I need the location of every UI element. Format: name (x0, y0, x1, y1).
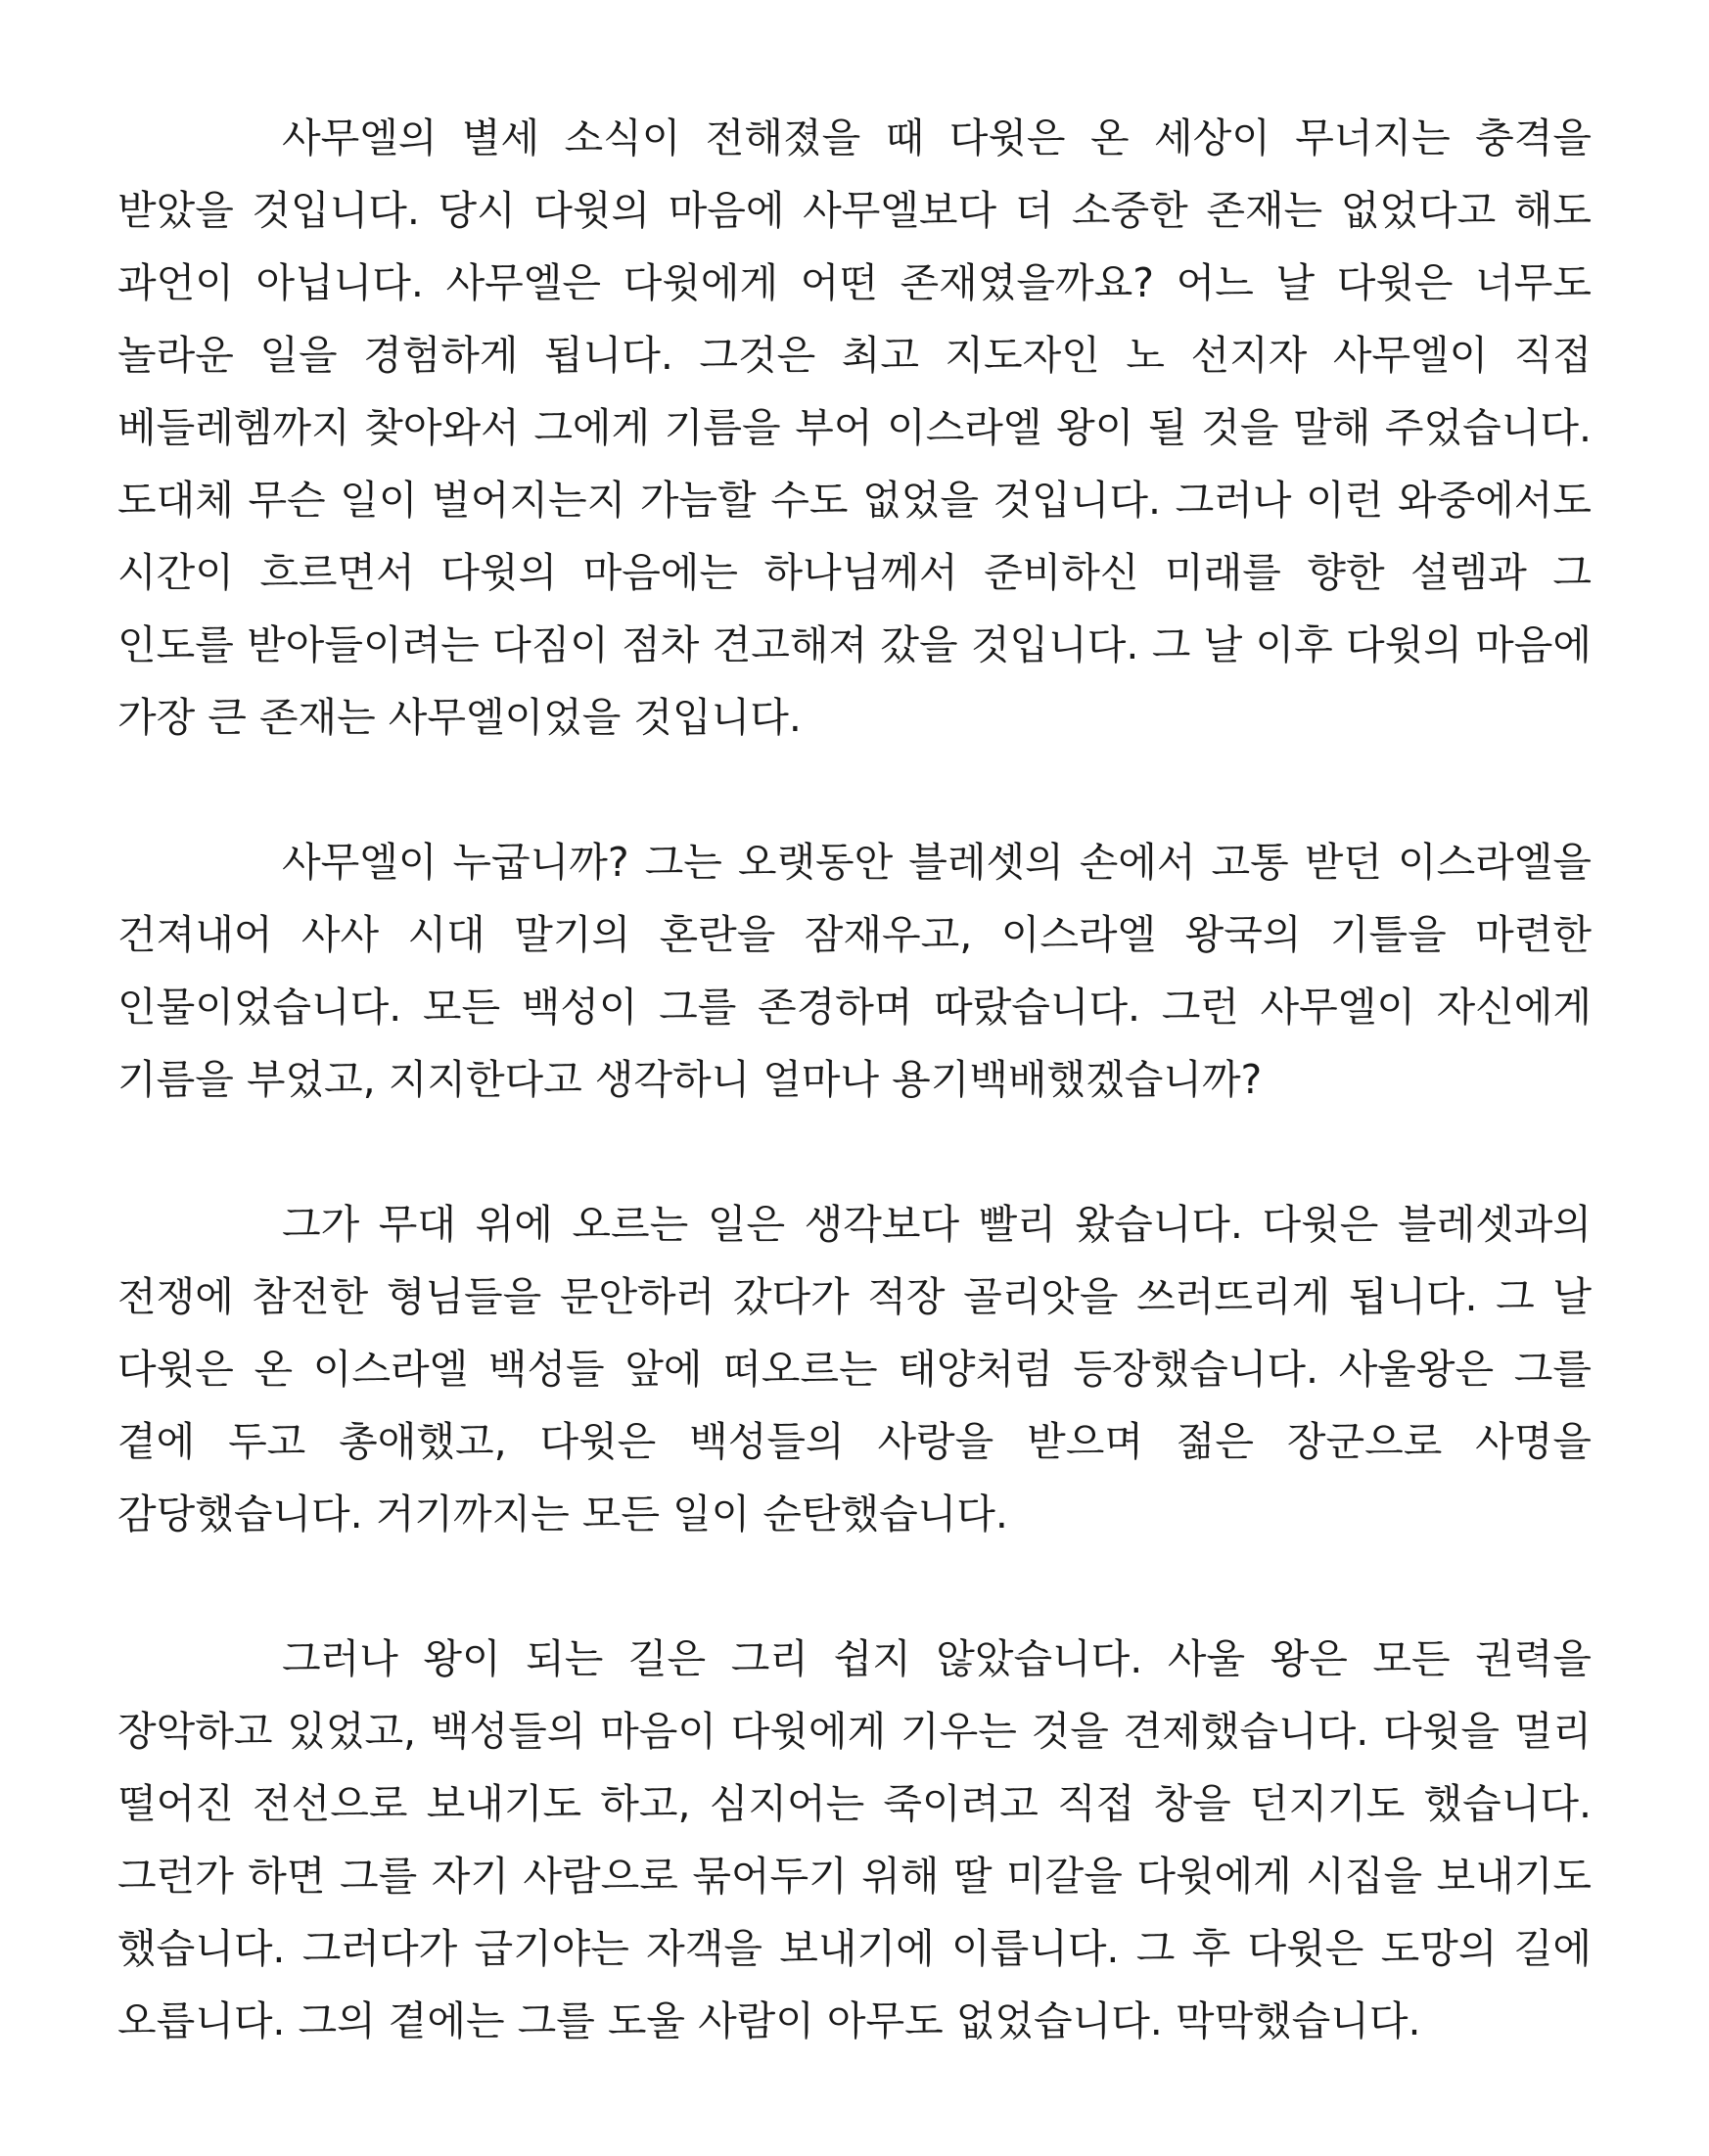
paragraph-1: 사무엘의 별세 소식이 전해졌을 때 다윗은 온 세상이 무너지는 충격을 받았을 것입니다. 당시 다윗의 마음에 사무엘보다 더 소중한 존재는 없었다고 해도 과언이 아닙니다. 사무엘은 다윗에게 어떤 존재였을까요? 어느 날 다윗은 너무도 놀라운 일을 경험하게 됩니다. 그것은 최고 지도자인 노 선지자 사무엘이 직접 베들레헴까지 찾아와서 그에게 기름을 부어 이스라엘 왕이 될 것을 말해 주었습니다. 도대체 무슨 일이 벌어지는지 가늠할 수도 없었을 것입니다. 그러나 이런 와중에서도 시간이 흐르면서 다윗의 마음에는 하나님께서 준비하신 미래를 향한 설렘과 그 인도를 받아들이려는 다짐이 점차 견고해져 갔을 것입니다. 그 날 이후 다윗의 마음에 가장 큰 존재는 사무엘이었을 것입니다. (117, 115, 1592, 741)
paragraph-2: 사무엘이 누굽니까? 그는 오랫동안 블레셋의 손에서 고통 받던 이스라엘을 건져내어 사사 시대 말기의 혼란을 잠재우고, 이스라엘 왕국의 기틀을 마련한 인물이었습니다. 모든 백성이 그를 존경하며 따랐습니다. 그런 사무엘이 자신에게 기름을 부었고, 지지한다고 생각하니 얼마나 용기백배했겠습니까? (117, 839, 1592, 1103)
paragraph-4: 그러나 왕이 되는 길은 그리 쉽지 않았습니다. 사울 왕은 모든 권력을 장악하고 있었고, 백성들의 마음이 다윗에게 기우는 것을 견제했습니다. 다윗을 멀리 떨어진 전선으로 보내기도 하고, 심지어는 죽이려고 직접 창을 던지기도 했습니다. 그런가 하면 그를 자기 사람으로 묶어두기 위해 딸 미갈을 다윗에게 시집을 보내기도 했습니다. 그러다가 급기야는 자객을 보내기에 이릅니다. 그 후 다윗은 도망의 길에 오릅니다. 그의 곁에는 그를 도울 사람이 아무도 없었습니다. 막막했습니다. (117, 1635, 1592, 2044)
paragraph-3: 그가 무대 위에 오르는 일은 생각보다 빨리 왔습니다. 다윗은 블레셋과의 전쟁에 참전한 형님들을 문안하러 갔다가 적장 골리앗을 쓰러뜨리게 됩니다. 그 날 다윗은 온 이스라엘 백성들 앞에 떠오르는 태양처럼 등장했습니다. 사울왕은 그를 곁에 두고 총애했고, 다윗은 백성들의 사랑을 받으며 젊은 장군으로 사명을 감당했습니다. 거기까지는 모든 일이 순탄했습니다. (117, 1201, 1592, 1537)
